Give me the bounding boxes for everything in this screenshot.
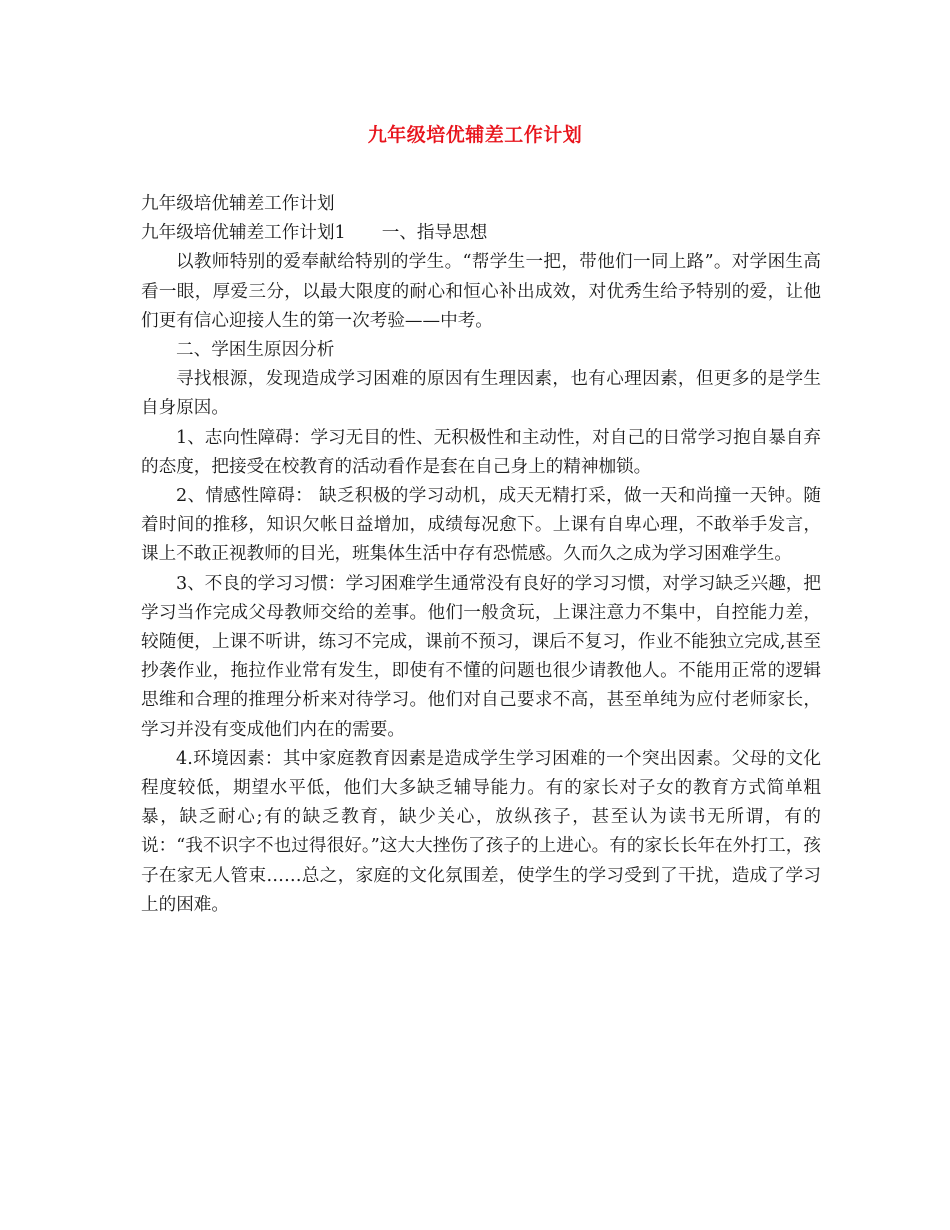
document-title: 九年级培优辅差工作计划 (367, 124, 583, 146)
paragraph-emotional-barrier: 2、情感性障碍： 缺乏积极的学习动机，成天无精打采，做一天和尚撞一天钟。随着时间的推移，知识欠帐日益增加，成绩每况愈下。上课有自卑心理，不敢举手发言，课上不敢正视教师的目光，班集体生活中存有恐慌感。久而久之成为学习困难学生。 (141, 486, 821, 565)
paragraph-root-cause: 寻找根源，发现造成学习困难的原因有生理因素，也有心理因素，但更多的是学生自身原因。 (141, 369, 821, 419)
paragraph-guiding-thought: 以教师特别的爱奉献给特别的学生。“帮学生一把，带他们一同上路”。对学困生高看一眼，厚爱三分，以最大限度的耐心和恒心补出成效，对优秀生给予特别的爱，让他们更有信心迎接人生的第一次考验——中考。 (141, 252, 821, 331)
document-body (141, 190, 821, 920)
plan-heading-line (141, 219, 821, 248)
section-2-heading: 二、学困生原因分析 (176, 340, 335, 361)
plan-heading: 九年级培优辅差工作计划1 (141, 223, 346, 244)
document-subtitle: 九年级培优辅差工作计划 (141, 194, 335, 214)
paragraph-environment: 4.环境因素：其中家庭教育因素是造成学生学习困难的一个突出因素。父母的文化程度较低，期望水平低，他们大多缺乏辅导能力。有的家长对子女的教育方式简单粗暴，缺乏耐心;有的缺乏教育，缺少关心，放纵孩子，甚至认为读书无所谓，有的说：“我不识字不也过得很好。”这大大挫伤了孩子的上进心。有的家长长年在外打工，孩子在家无人管束……总之，家庭的文化氛围差，使学生的学习受到了干扰，造成了学习上的困难。 (141, 748, 821, 915)
paragraph-bad-habits: 3、不良的学习习惯：学习困难学生通常没有良好的学习习惯，对学习缺乏兴趣，把学习当作完成父母教师交给的差事。他们一般贪玩，上课注意力不集中，自控能力差，较随便，上课不听讲，练习不完成，课前不预习，课后不复习，作业不能独立完成,甚至抄袭作业，拖拉作业常有发生，即使有不懂的问题也很少请教他人。不能用正常的逻辑思维和合理的推理分析来对待学习。他们对自己要求不高，甚至单纯为应付老师家长，学习并没有变成他们内在的需要。 (141, 573, 821, 740)
section-1-heading: 一、指导思想 (381, 223, 488, 244)
paragraph-motivation-barrier: 1、志向性障碍：学习无目的性、无积极性和主动性，对自己的日常学习抱自暴自弃的态度，把接受在校教育的活动看作是套在自己身上的精神枷锁。 (141, 427, 821, 477)
